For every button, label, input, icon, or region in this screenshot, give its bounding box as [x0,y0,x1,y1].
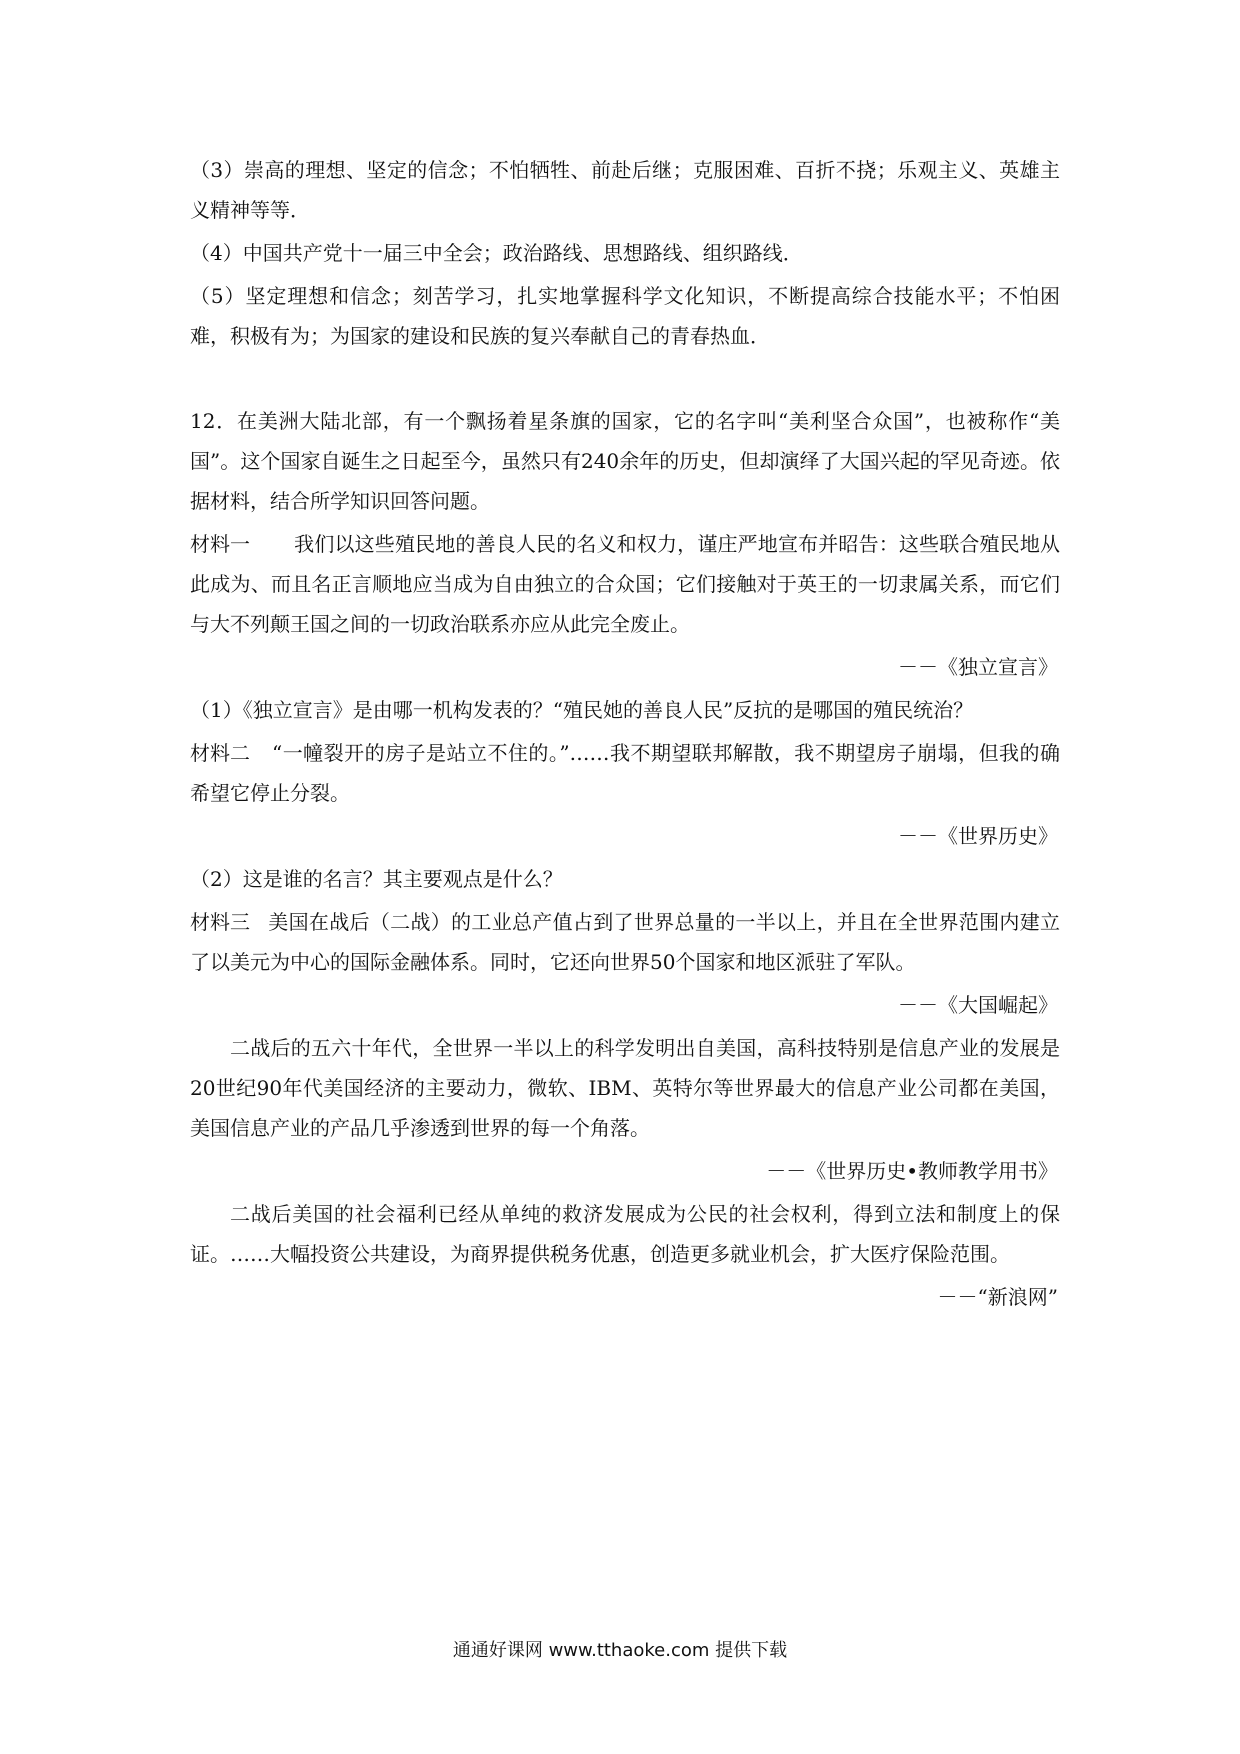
material-2-text: “一幢裂开的房子是站立不住的。”……我不期望联邦解散，我不期望房子崩塌，但我的确希望它停止分裂。 [190,741,1060,805]
material-3b-text: 二战后的五六十年代，全世界一半以上的科学发明出自美国，高科技特别是信息产业的发展是20世纪90年代美国经济的主要动力，微软、IBM、英特尔等世界最大的信息产业公司都在美国，美国信息产业的产品几乎渗透到世界的每一个角落。 [190,1036,1060,1140]
page-footer: 通通好课网 www.tthaoke.com 提供下载 [452,1640,788,1661]
answer-3: （4）中国共产党十一届三中全会；政治路线、思想路线、组织路线． [190,241,803,265]
answer-2: （3）崇高的理想、坚定的信念；不怕牺牲、前赴后继；克服困难、百折不挠；乐观主义、英雄主义精神等等． [190,158,1060,222]
material-3 [190,902,1060,982]
answer-4: （5）坚定理想和信念；刻苦学习，扎实地掌握科学文化知识，不断提高综合技能水平；不怕困难，积极有为；为国家的建设和民族的复兴奉献自己的青春热血． [190,284,1060,348]
material-1-source: －－《独立宣言》 [898,655,1058,679]
material-3-label: 材料三 [190,910,250,934]
sub-question-1: （1）《独立宣言》是由哪一机构发表的？“殖民她的善良人民”反抗的是哪国的殖民统治？ [190,698,974,722]
question-12-intro: 12．在美洲大陆北部，有一个飘扬着星条旗的国家，它的名字叫“美利坚合众国”，也被称作“美国”。这个国家自诞生之日起至今，虽然只有240余年的历史，但却演绎了大国兴起的罕见奇迹。依据材料，结合所学知识回答问题。 [190,409,1060,513]
sub-question-2: （2）这是谁的名言？其主要观点是什么？ [190,867,563,891]
material-2 [190,733,1060,813]
material-2-source: －－《世界历史》 [898,824,1058,848]
material-3c-source: －－“新浪网” [937,1285,1058,1309]
material-3-text: 美国在战后（二战）的工业总产值占到了世界总量的一半以上，并且在全世界范围内建立了以美元为中心的国际金融体系。同时，它还向世界50个国家和地区派驻了军队。 [190,910,1060,974]
page-content [190,150,1060,1320]
material-1 [190,524,1060,644]
material-3c-text: 二战后美国的社会福利已经从单纯的救济发展成为公民的社会权利，得到立法和制度上的保证。……大幅投资公共建设，为商界提供税务优惠，创造更多就业机会，扩大医疗保险范围。 [190,1202,1060,1266]
material-3-source: －－《大国崛起》 [898,993,1058,1017]
material-3b-source: －－《世界历史•教师教学用书》 [766,1159,1058,1183]
spacer [190,359,1060,401]
material-1-label: 材料一 [190,532,250,556]
material-2-label: 材料二 [190,741,250,765]
material-1-text: 我们以这些殖民地的善良人民的名义和权力，谨庄严地宣布并昭告：这些联合殖民地从此成为、而且名正言顺地应当成为自由独立的合众国；它们接触对于英王的一切隶属关系，而它们与大不列颠王国之间的一切政治联系亦应从此完全废止。 [190,532,1060,636]
